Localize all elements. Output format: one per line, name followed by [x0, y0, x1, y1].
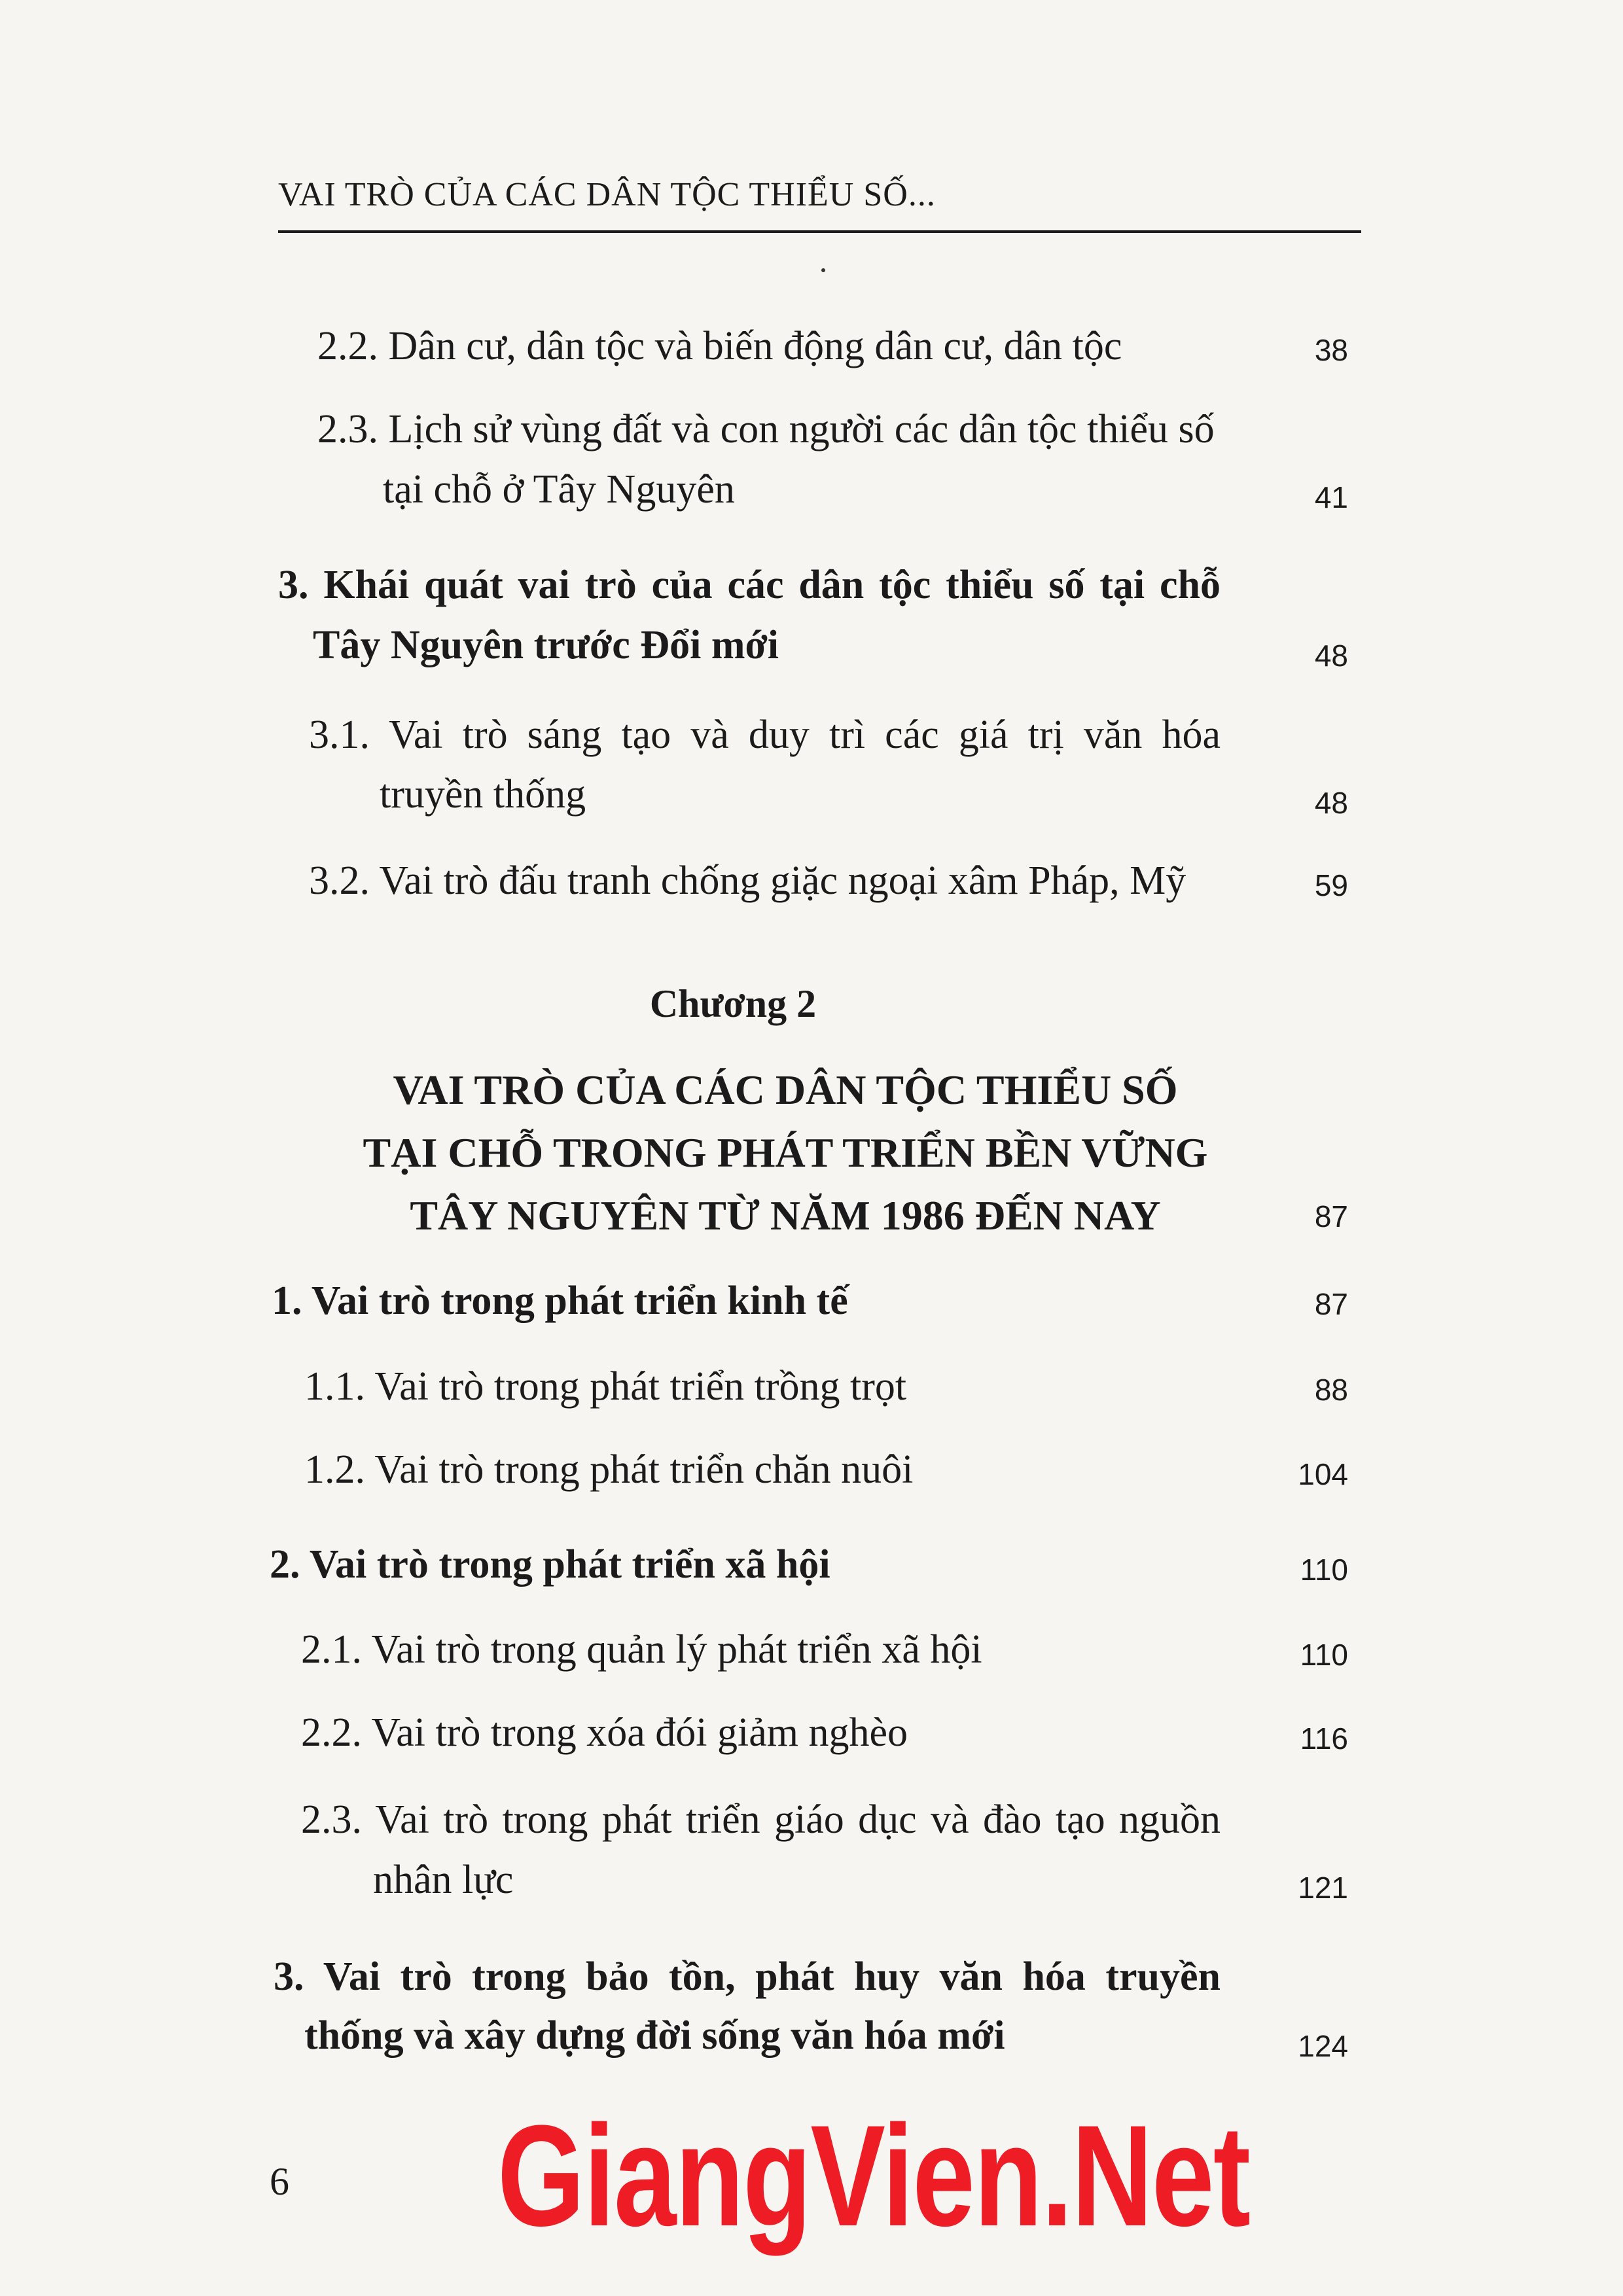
- toc-section-page: 87: [1314, 1287, 1348, 1321]
- toc-entry-title: 2.2. Dân cư, dân tộc và biến động dân cư, dân tộc: [317, 324, 1122, 368]
- toc-entry-title: 3.2. Vai trò đấu tranh chống giặc ngoại xâm Pháp, Mỹ: [309, 858, 1186, 903]
- chapter-title-line: TẠI CHỖ TRONG PHÁT TRIỂN BỀN VỮNG: [363, 1129, 1208, 1176]
- toc-entry-title: 2.1. Vai trò trong quản lý phát triển xã hội: [301, 1627, 982, 1672]
- toc-entry-page: 110: [1300, 1638, 1348, 1672]
- toc-entry-title: 1.2. Vai trò trong phát triển chăn nuôi: [304, 1447, 914, 1492]
- page-number: 6: [270, 2160, 289, 2203]
- toc-section-title-line2: thống và xây dựng đời sống văn hóa mới: [304, 2013, 1005, 2058]
- toc-entry-title-line1: 2.3. Lịch sử vùng đất và con người các dân tộc thiểu số: [317, 407, 1215, 451]
- watermark: GiangVien.Net: [497, 2095, 1250, 2256]
- toc-section-title-line1: 3. Vai trò trong bảo tồn, phát huy văn hóa truyền: [274, 1954, 1221, 1999]
- toc-entry-title-line2: truyền thống: [380, 772, 586, 817]
- toc-entry-page: 88: [1314, 1373, 1348, 1407]
- toc-entry-title-line1: 2.3. Vai trò trong phát triển giáo dục và đào tạo nguồn: [301, 1797, 1221, 1842]
- toc-entry-title: 2.2. Vai trò trong xóa đói giảm nghèo: [301, 1710, 908, 1755]
- toc-section-title-line2: Tây Nguyên trước Đổi mới: [313, 623, 779, 667]
- chapter-title: [288, 1059, 1283, 1247]
- toc-section-title-line1: 3. Khái quát vai trò của các dân tộc thiểu số tại chỗ: [278, 563, 1221, 607]
- toc-entry-title-line1: 3.1. Vai trò sáng tạo và duy trì các giá trị văn hóa: [309, 713, 1221, 757]
- toc-section-page: 110: [1300, 1553, 1348, 1587]
- toc-entry-page: 41: [1314, 480, 1348, 514]
- toc-entry-page: 121: [1298, 1871, 1348, 1905]
- chapter-label: Chương 2: [649, 982, 817, 1025]
- toc-entry-title-line2: nhân lực: [373, 1858, 514, 1902]
- chapter-title-line: VAI TRÒ CỦA CÁC DÂN TỘC THIỂU SỐ: [393, 1067, 1178, 1113]
- toc-section-title: 1. Vai trò trong phát triển kinh tế: [272, 1279, 848, 1323]
- toc-entry-page: 59: [1314, 868, 1348, 902]
- toc-section-title: 2. Vai trò trong phát triển xã hội: [270, 1542, 830, 1587]
- toc-entry-page: 48: [1314, 786, 1348, 820]
- header-rule: [278, 230, 1361, 233]
- toc-entry-title-line2: tại chỗ ở Tây Nguyên: [383, 467, 735, 512]
- print-speck: [821, 268, 825, 272]
- toc-entry-page: 104: [1298, 1457, 1348, 1491]
- chapter-page: 87: [1314, 1199, 1348, 1233]
- toc-entry-page: 116: [1300, 1722, 1348, 1756]
- running-header: VAI TRÒ CỦA CÁC DÂN TỘC THIỂU SỐ...: [278, 176, 936, 213]
- toc-section-page: 124: [1298, 2029, 1348, 2063]
- toc-section-page: 48: [1314, 639, 1348, 673]
- toc-entry-title: 1.1. Vai trò trong phát triển trồng trọt: [304, 1364, 907, 1409]
- chapter-title-line: TÂY NGUYÊN TỪ NĂM 1986 ĐẾN NAY: [410, 1192, 1161, 1239]
- toc-entry-page: 38: [1314, 333, 1348, 367]
